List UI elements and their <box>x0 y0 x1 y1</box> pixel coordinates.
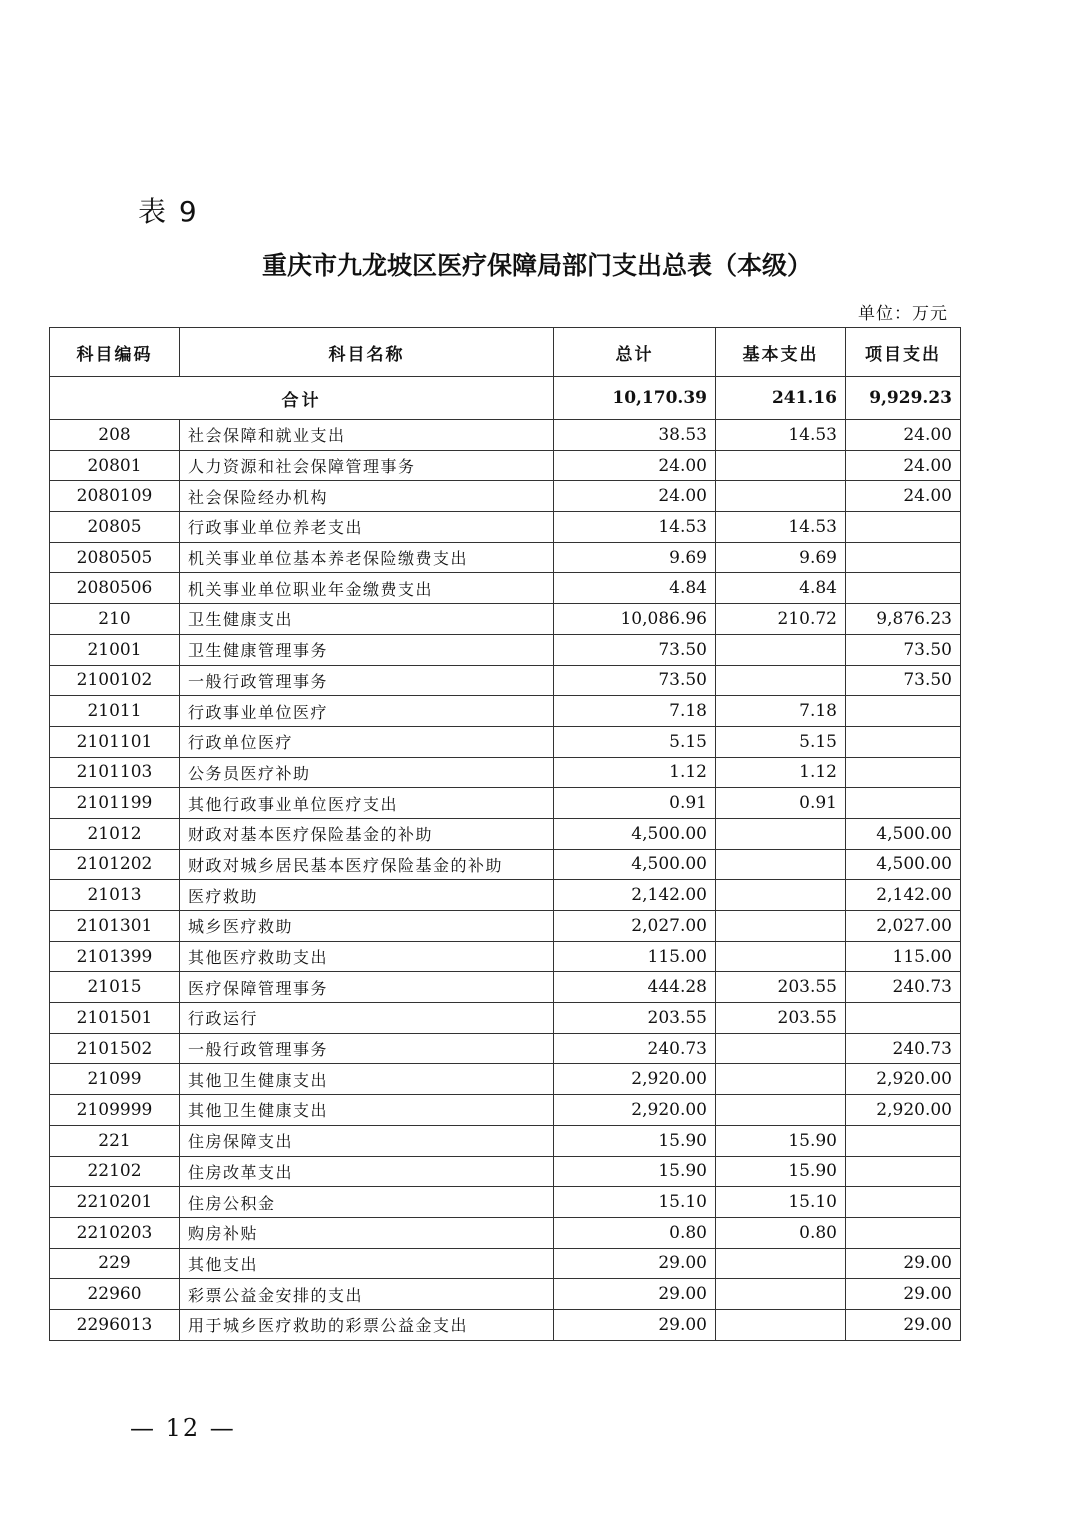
row-code: 21011 <box>50 696 180 727</box>
row-name: 公务员医疗补助 <box>180 757 554 788</box>
table-header-row <box>50 328 961 377</box>
row-basic <box>716 849 846 880</box>
row-basic: 203.55 <box>716 1003 846 1034</box>
row-total: 203.55 <box>554 1003 716 1034</box>
row-project: 9,876.23 <box>846 604 961 635</box>
row-project <box>846 696 961 727</box>
row-project: 2,027.00 <box>846 911 961 942</box>
row-project <box>846 1187 961 1218</box>
row-basic <box>716 1033 846 1064</box>
row-name: 其他卫生健康支出 <box>180 1095 554 1126</box>
row-code: 21012 <box>50 818 180 849</box>
row-total: 444.28 <box>554 972 716 1003</box>
table-row <box>50 450 961 481</box>
row-basic <box>716 880 846 911</box>
row-name: 其他行政事业单位医疗支出 <box>180 788 554 819</box>
row-total: 2,142.00 <box>554 880 716 911</box>
row-basic <box>716 1309 846 1340</box>
total-row <box>50 377 961 420</box>
row-code: 21015 <box>50 972 180 1003</box>
row-basic: 5.15 <box>716 726 846 757</box>
row-project: 24.00 <box>846 420 961 451</box>
row-project: 2,142.00 <box>846 880 961 911</box>
table-row <box>50 665 961 696</box>
row-project: 24.00 <box>846 481 961 512</box>
row-basic <box>716 1064 846 1095</box>
column-header-code: 科目编码 <box>50 328 180 377</box>
row-total: 10,086.96 <box>554 604 716 635</box>
table-number-label: 表 9 <box>138 195 199 228</box>
row-name: 住房保障支出 <box>180 1125 554 1156</box>
row-basic <box>716 1279 846 1310</box>
table-row <box>50 1279 961 1310</box>
table-row <box>50 1033 961 1064</box>
row-code: 21001 <box>50 634 180 665</box>
row-total: 240.73 <box>554 1033 716 1064</box>
row-name: 机关事业单位基本养老保险缴费支出 <box>180 542 554 573</box>
row-project: 4,500.00 <box>846 849 961 880</box>
row-total: 29.00 <box>554 1309 716 1340</box>
row-code: 21099 <box>50 1064 180 1095</box>
row-name: 社会保险经办机构 <box>180 481 554 512</box>
row-basic: 9.69 <box>716 542 846 573</box>
row-project: 73.50 <box>846 634 961 665</box>
row-name: 住房公积金 <box>180 1187 554 1218</box>
row-project <box>846 542 961 573</box>
row-total: 29.00 <box>554 1248 716 1279</box>
row-basic: 7.18 <box>716 696 846 727</box>
row-project <box>846 1125 961 1156</box>
row-basic: 15.10 <box>716 1187 846 1218</box>
row-total: 73.50 <box>554 634 716 665</box>
row-name: 财政对城乡居民基本医疗保险基金的补助 <box>180 849 554 880</box>
row-basic: 0.80 <box>716 1217 846 1248</box>
row-basic <box>716 481 846 512</box>
row-code: 208 <box>50 420 180 451</box>
row-code: 221 <box>50 1125 180 1156</box>
table-row <box>50 1156 961 1187</box>
unit-label: 单位：万元 <box>858 304 948 324</box>
row-total: 24.00 <box>554 450 716 481</box>
table-row <box>50 1248 961 1279</box>
row-code: 210 <box>50 604 180 635</box>
row-basic <box>716 1095 846 1126</box>
table-row <box>50 788 961 819</box>
table-row <box>50 1309 961 1340</box>
row-project <box>846 1156 961 1187</box>
column-header-name: 科目名称 <box>180 328 554 377</box>
table-row <box>50 512 961 543</box>
row-basic: 15.90 <box>716 1156 846 1187</box>
row-code: 2101103 <box>50 757 180 788</box>
table-row <box>50 542 961 573</box>
row-basic <box>716 450 846 481</box>
row-project <box>846 1003 961 1034</box>
row-total: 14.53 <box>554 512 716 543</box>
row-code: 229 <box>50 1248 180 1279</box>
row-basic: 15.90 <box>716 1125 846 1156</box>
row-basic: 4.84 <box>716 573 846 604</box>
table-row <box>50 818 961 849</box>
table-row <box>50 420 961 451</box>
row-total: 0.80 <box>554 1217 716 1248</box>
row-name: 其他支出 <box>180 1248 554 1279</box>
row-total: 15.90 <box>554 1125 716 1156</box>
total-label: 合计 <box>50 377 554 420</box>
table-row <box>50 1095 961 1126</box>
table-row <box>50 849 961 880</box>
row-code: 2296013 <box>50 1309 180 1340</box>
table-row <box>50 726 961 757</box>
row-name: 卫生健康管理事务 <box>180 634 554 665</box>
expenditure-table <box>49 327 961 1341</box>
row-basic: 203.55 <box>716 972 846 1003</box>
table-row <box>50 972 961 1003</box>
row-total: 0.91 <box>554 788 716 819</box>
row-total: 115.00 <box>554 941 716 972</box>
row-project: 29.00 <box>846 1309 961 1340</box>
row-project: 2,920.00 <box>846 1064 961 1095</box>
row-name: 社会保障和就业支出 <box>180 420 554 451</box>
table-row <box>50 481 961 512</box>
table-row <box>50 1064 961 1095</box>
row-basic: 210.72 <box>716 604 846 635</box>
row-code: 2101502 <box>50 1033 180 1064</box>
table-row <box>50 911 961 942</box>
row-project: 29.00 <box>846 1248 961 1279</box>
column-header-project: 项目支出 <box>846 328 961 377</box>
row-code: 2101399 <box>50 941 180 972</box>
row-total: 29.00 <box>554 1279 716 1310</box>
row-name: 医疗救助 <box>180 880 554 911</box>
row-name: 机关事业单位职业年金缴费支出 <box>180 573 554 604</box>
row-total: 15.10 <box>554 1187 716 1218</box>
row-total: 2,920.00 <box>554 1095 716 1126</box>
row-total: 9.69 <box>554 542 716 573</box>
row-basic: 14.53 <box>716 420 846 451</box>
row-project: 29.00 <box>846 1279 961 1310</box>
row-code: 22102 <box>50 1156 180 1187</box>
table-row <box>50 1125 961 1156</box>
row-total: 2,027.00 <box>554 911 716 942</box>
row-total: 15.90 <box>554 1156 716 1187</box>
total-project: 9,929.23 <box>846 377 961 420</box>
row-total: 4,500.00 <box>554 849 716 880</box>
row-project <box>846 726 961 757</box>
row-project: 240.73 <box>846 1033 961 1064</box>
row-basic <box>716 1248 846 1279</box>
row-code: 2080505 <box>50 542 180 573</box>
row-total: 5.15 <box>554 726 716 757</box>
row-name: 财政对基本医疗保险基金的补助 <box>180 818 554 849</box>
row-name: 彩票公益金安排的支出 <box>180 1279 554 1310</box>
table-row <box>50 604 961 635</box>
row-total: 2,920.00 <box>554 1064 716 1095</box>
row-code: 2101301 <box>50 911 180 942</box>
row-name: 医疗保障管理事务 <box>180 972 554 1003</box>
row-code: 2080109 <box>50 481 180 512</box>
total-basic: 241.16 <box>716 377 846 420</box>
row-name: 人力资源和社会保障管理事务 <box>180 450 554 481</box>
row-project <box>846 573 961 604</box>
row-total: 38.53 <box>554 420 716 451</box>
row-total: 4.84 <box>554 573 716 604</box>
total-sum: 10,170.39 <box>554 377 716 420</box>
row-project <box>846 512 961 543</box>
row-code: 21013 <box>50 880 180 911</box>
column-header-basic: 基本支出 <box>716 328 846 377</box>
row-name: 用于城乡医疗救助的彩票公益金支出 <box>180 1309 554 1340</box>
table-row <box>50 757 961 788</box>
row-code: 2101202 <box>50 849 180 880</box>
row-name: 住房改革支出 <box>180 1156 554 1187</box>
row-name: 行政单位医疗 <box>180 726 554 757</box>
row-basic <box>716 634 846 665</box>
table-row <box>50 1003 961 1034</box>
row-project: 24.00 <box>846 450 961 481</box>
row-code: 2101199 <box>50 788 180 819</box>
table-row <box>50 941 961 972</box>
page-number: — 12 — <box>130 1414 236 1442</box>
row-code: 2210201 <box>50 1187 180 1218</box>
row-code: 2100102 <box>50 665 180 696</box>
row-project <box>846 1217 961 1248</box>
table-row <box>50 573 961 604</box>
row-total: 24.00 <box>554 481 716 512</box>
row-project: 4,500.00 <box>846 818 961 849</box>
row-project: 73.50 <box>846 665 961 696</box>
table-row <box>50 634 961 665</box>
row-basic <box>716 911 846 942</box>
row-name: 其他医疗救助支出 <box>180 941 554 972</box>
row-project: 115.00 <box>846 941 961 972</box>
row-total: 73.50 <box>554 665 716 696</box>
row-total: 7.18 <box>554 696 716 727</box>
row-name: 其他卫生健康支出 <box>180 1064 554 1095</box>
row-name: 卫生健康支出 <box>180 604 554 635</box>
column-header-total: 总计 <box>554 328 716 377</box>
row-code: 2109999 <box>50 1095 180 1126</box>
table-row <box>50 696 961 727</box>
row-basic: 0.91 <box>716 788 846 819</box>
row-code: 2080506 <box>50 573 180 604</box>
row-project <box>846 757 961 788</box>
row-name: 一般行政管理事务 <box>180 1033 554 1064</box>
row-name: 一般行政管理事务 <box>180 665 554 696</box>
table-row <box>50 1217 961 1248</box>
row-name: 行政事业单位养老支出 <box>180 512 554 543</box>
row-project <box>846 788 961 819</box>
row-project: 2,920.00 <box>846 1095 961 1126</box>
row-total: 1.12 <box>554 757 716 788</box>
row-basic <box>716 818 846 849</box>
table-row <box>50 1187 961 1218</box>
row-name: 城乡医疗救助 <box>180 911 554 942</box>
row-project: 240.73 <box>846 972 961 1003</box>
row-total: 4,500.00 <box>554 818 716 849</box>
row-code: 22960 <box>50 1279 180 1310</box>
row-code: 2101101 <box>50 726 180 757</box>
row-basic <box>716 941 846 972</box>
row-name: 行政运行 <box>180 1003 554 1034</box>
table-row <box>50 880 961 911</box>
row-code: 2101501 <box>50 1003 180 1034</box>
row-basic: 1.12 <box>716 757 846 788</box>
row-name: 购房补贴 <box>180 1217 554 1248</box>
row-basic <box>716 665 846 696</box>
row-basic: 14.53 <box>716 512 846 543</box>
row-code: 20801 <box>50 450 180 481</box>
row-code: 2210203 <box>50 1217 180 1248</box>
row-name: 行政事业单位医疗 <box>180 696 554 727</box>
row-code: 20805 <box>50 512 180 543</box>
document-title: 重庆市九龙坡区医疗保障局部门支出总表（本级） <box>261 251 812 280</box>
